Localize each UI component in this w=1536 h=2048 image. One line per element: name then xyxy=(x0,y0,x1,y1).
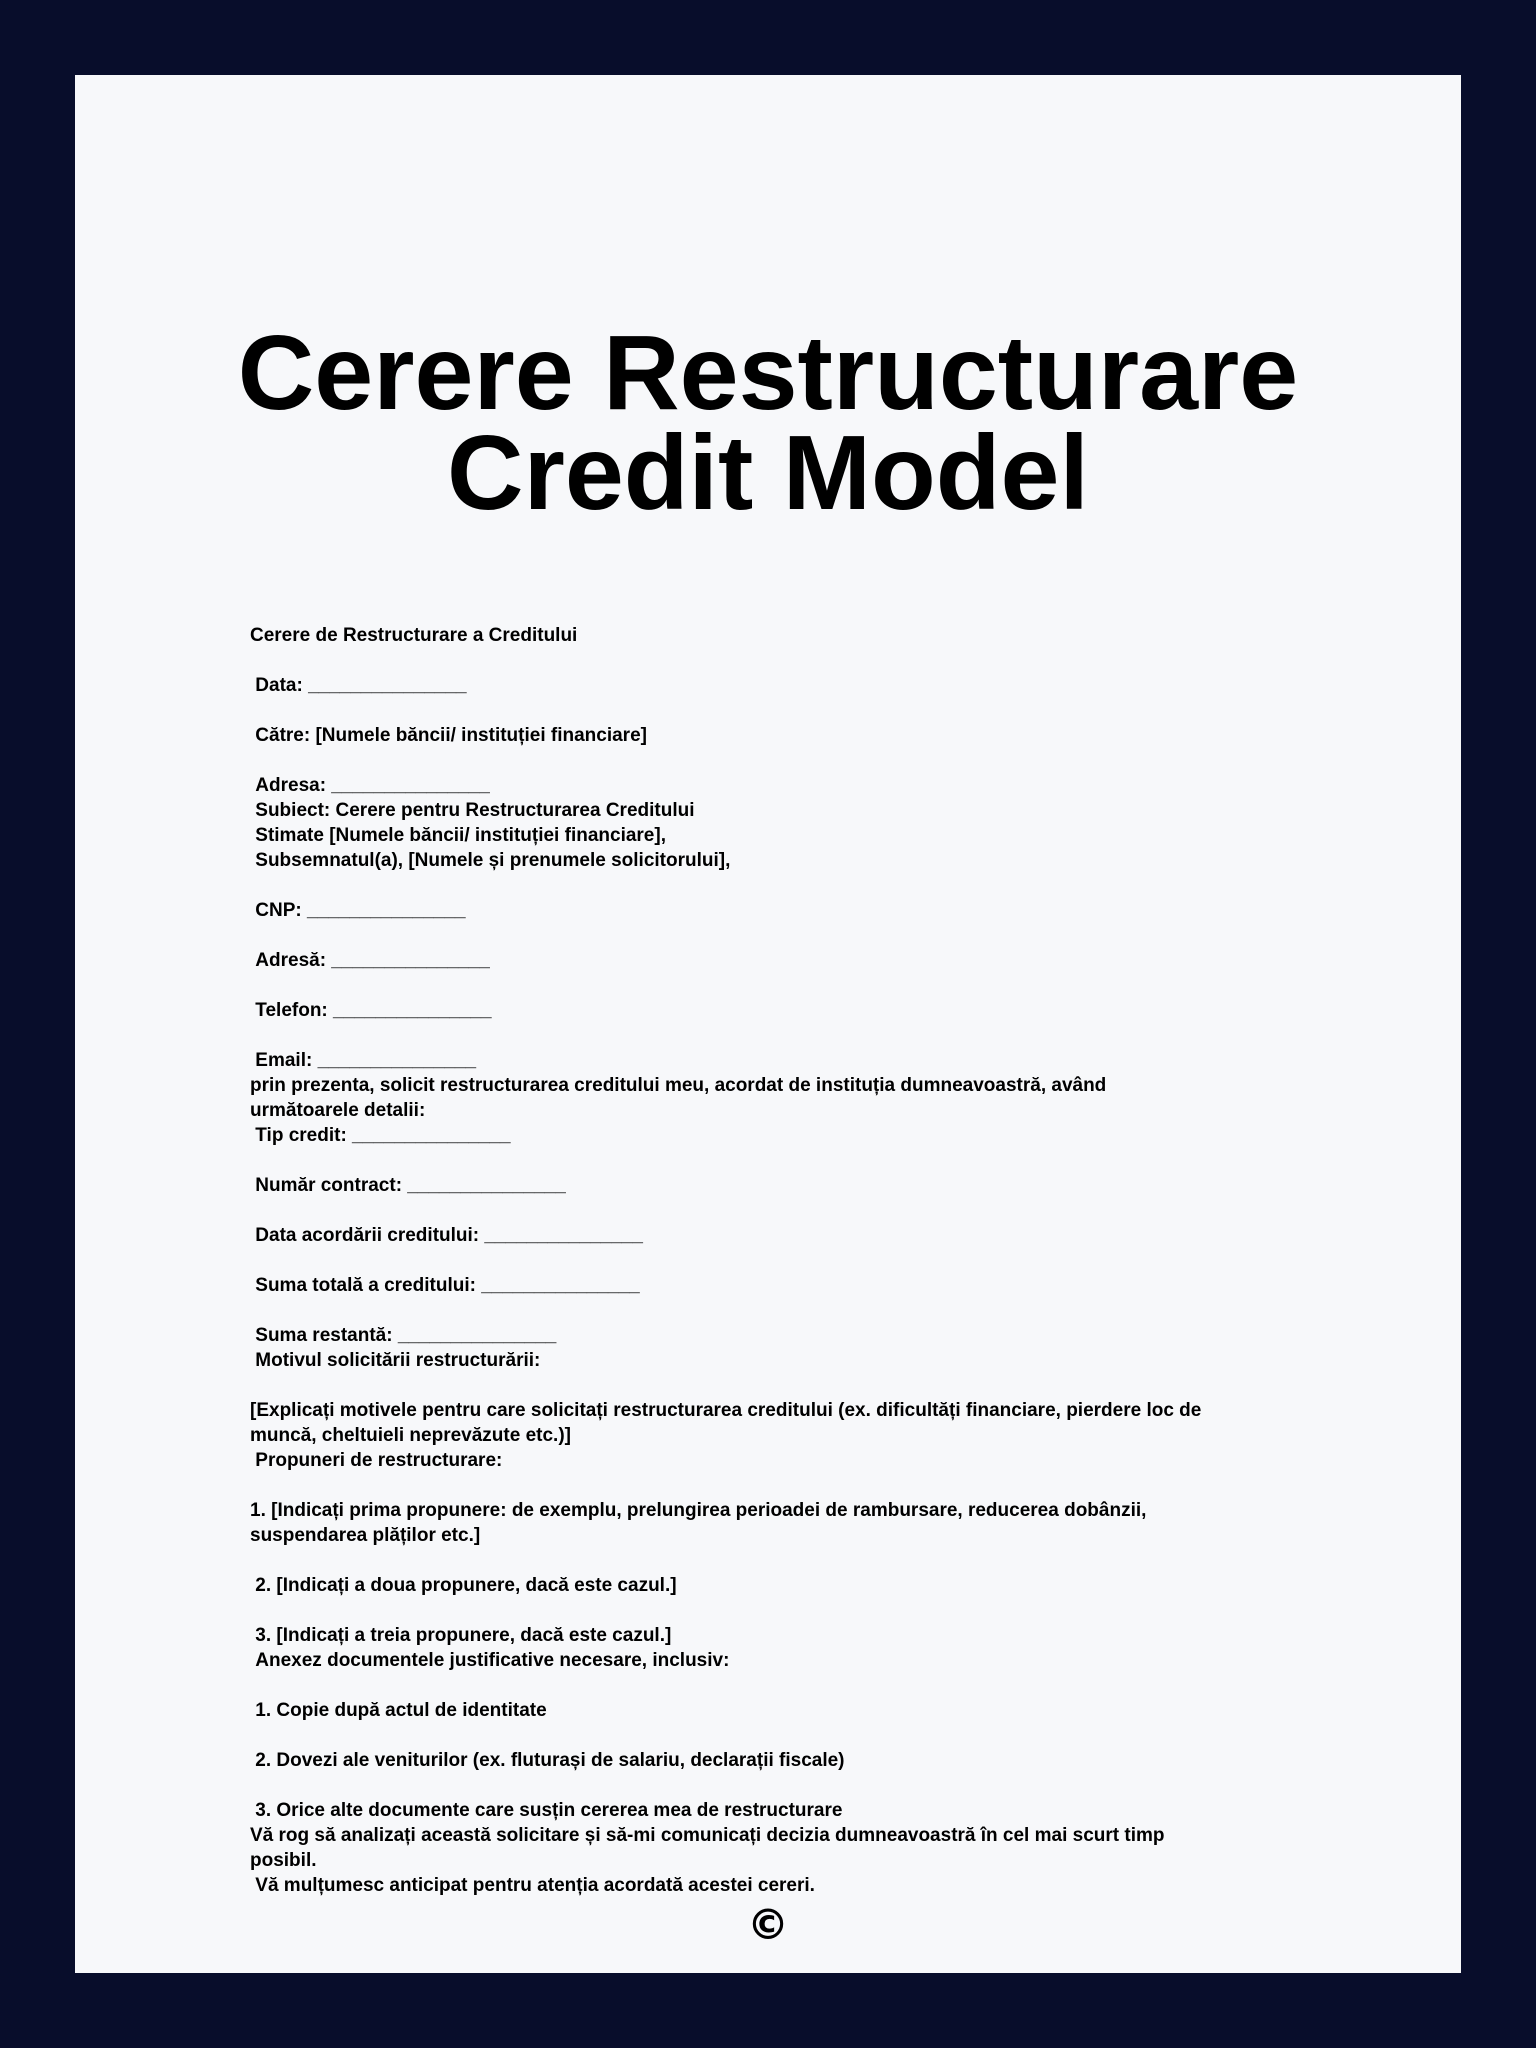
copyright-symbol: © xyxy=(747,1900,789,1949)
document-body: Cerere de Restructurare a Creditului Data: _______________ Către: [Numele băncii/ instituției financiare] Adresa: _______________ Subiect: Cerere pentru Restructurarea Creditului Stimate [Numele băncii/ instituției financiare], Subsemnatul(a), [Numele și prenumele solicitorului], CNP: _______________ Adresă: _______________ Telefon: _______________ Email: _______________ prin prezenta, solicit restructurarea creditului meu, acordat de instituția dumneavoastră, având următoarele detalii: Tip credit: _______________ Număr contract: _______________ Data acordării creditului: _______________ Suma totală a creditului: _______________ Suma restantă: _______________ Motivul solicitării restructurării: [Explicați motivele pentru care solicitați restructurarea creditului (ex. dificultăți financiare, pierdere loc de muncă, cheltuieli neprevăzute etc.)] Propuneri de restructurare: 1. [Indicați prima propunere: de exemplu, prelungirea perioadei de rambursare, reducerea dobânzii, suspendarea plăților etc.] 2. [Indicați a doua propunere, dacă este cazul.] 3. [Indicați a treia propunere, dacă este cazul.] Anexez documentele justificative necesare, inclusiv: 1. Copie după actul de identitate 2. Dovezi ale veniturilor (ex. fluturași de salariu, declarații fiscale) 3. Orice alte documente care susțin cererea mea de restructurare Vă rog să analizați această solicitare și să-mi comunicați decizia dumneavoastră în cel mai scurt timp posibil. Vă mulțumesc anticipat pentru atenția acordată acestei cereri. xyxy=(250,625,1202,1896)
document-title: Cerere Restructurare Credit Model xyxy=(237,314,1299,532)
document-page xyxy=(75,75,1461,1973)
